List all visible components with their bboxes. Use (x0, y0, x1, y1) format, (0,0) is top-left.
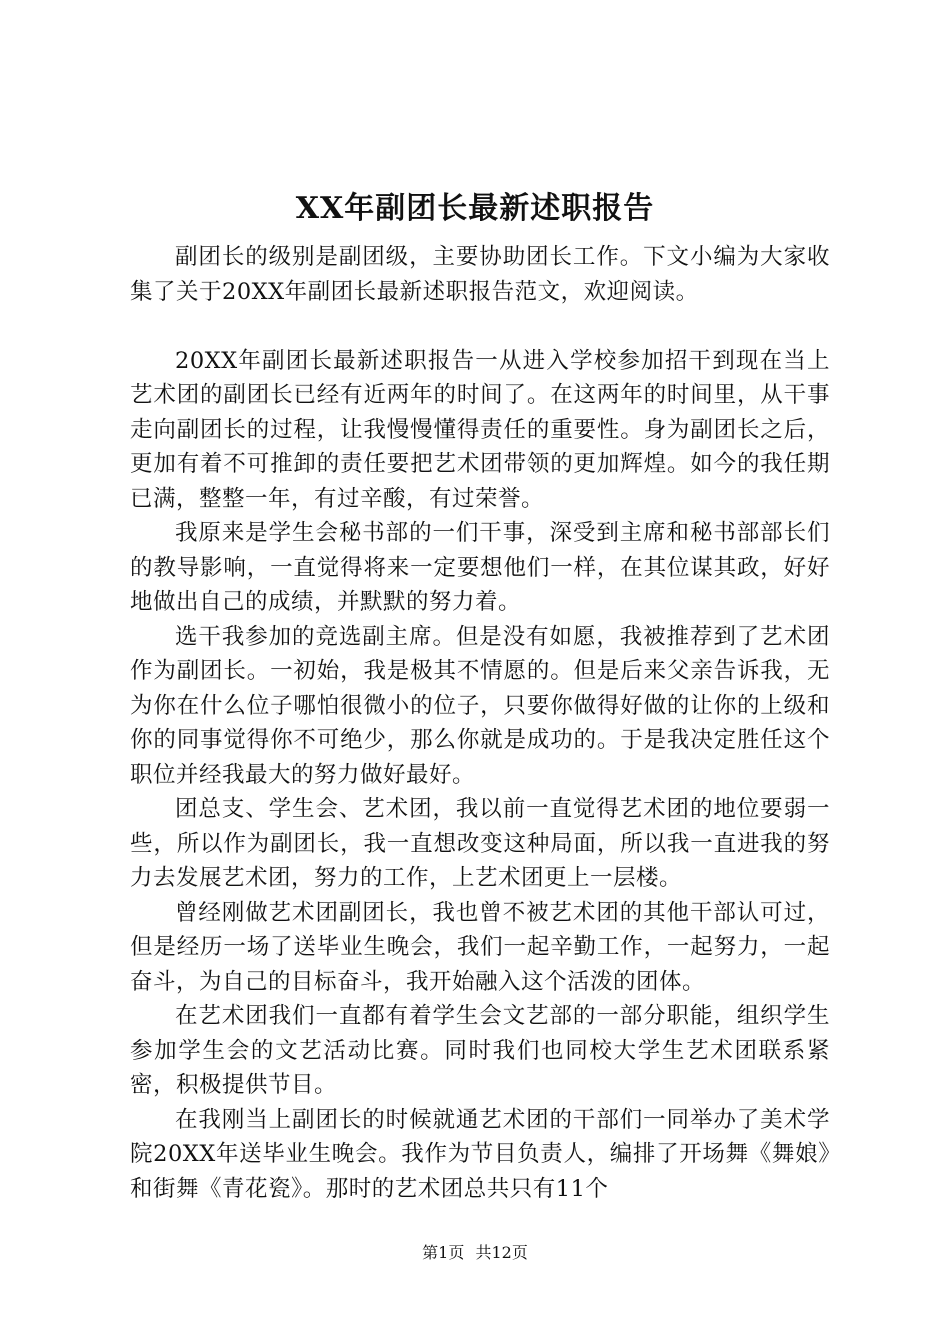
page-total: 共12页 (475, 1243, 528, 1262)
page-footer (0, 1241, 950, 1265)
body-paragraph: 在我刚当上副团长的时候就通艺术团的干部们一同举办了美术学院20XX年送毕业生晚会。我作为节目负责人，编排了开场舞《舞娘》和街舞《青花瓷》。那时的艺术团总共只有11个 (130, 1106, 830, 1202)
body-paragraph: 团总支、学生会、艺术团，我以前一直觉得艺术团的地位要弱一些，所以作为副团长，我一直想改变这种局面，所以我一直进我的努力去发展艺术团，努力的工作，上艺术团更上一层楼。 (130, 796, 830, 891)
body-paragraph: 选干我参加的竞选副主席。但是没有如愿，我被推荐到了艺术团作为副团长。一初始，我是极其不情愿的。但是后来父亲告诉我，无为你在什么位子哪怕很微小的位子，只要你做得好做的让你的上级和你的同事觉得你不可绝少，那么你就是成功的。于是我决定胜任这个职位并经我最大的努力做好最好。 (130, 623, 830, 788)
document-title: XX年副团长最新述职报告 (295, 191, 655, 226)
body-paragraph: 在艺术团我们一直都有着学生会文艺部的一部分职能，组织学生参加学生会的文艺活动比赛。同时我们也同校大学生艺术团联系紧密，积极提供节目。 (130, 1003, 830, 1098)
intro-paragraph: 副团长的级别是副团级，主要协助团长工作。下文小编为大家收集了关于20XX年副团长最新述职报告范文，欢迎阅读。 (130, 244, 830, 305)
page-number: 第1页 (422, 1243, 465, 1262)
body-paragraph: 20XX年副团长最新述职报告一从进入学校参加招干到现在当上艺术团的副团长已经有近两年的时间了。在这两年的时间里，从干事走向副团长的过程，让我慢慢懂得责任的重要性。身为副团长之后，更加有着不可推卸的责任要把艺术团带领的更加辉煌。如今的我任期已满，整整一年，有过辛酸，有过荣誉。 (130, 347, 830, 512)
body-paragraph: 曾经刚做艺术团副团长，我也曾不被艺术团的其他干部认可过，但是经历一场了送毕业生晚会，我们一起辛勤工作，一起努力，一起奋斗，为自己的目标奋斗，我开始融入这个活泼的团体。 (130, 899, 830, 995)
paragraph-spacer (130, 309, 830, 344)
document-body (130, 240, 830, 1206)
body-paragraph: 我原来是学生会秘书部的一们干事，深受到主席和秘书部部长们的教导影响，一直觉得将来一定要想他们一样，在其位谋其政，好好地做出自己的成绩，并默默的努力着。 (130, 520, 830, 615)
